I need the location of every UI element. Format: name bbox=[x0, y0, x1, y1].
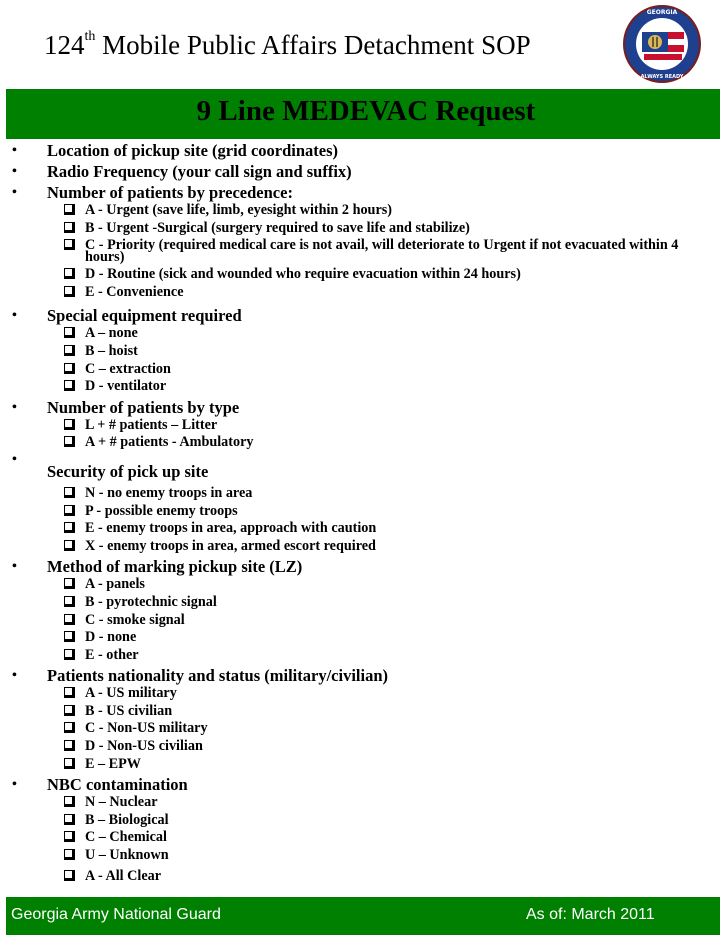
section-item bbox=[0, 558, 728, 576]
checkbox-bullet-icon bbox=[64, 614, 75, 625]
checkbox-bullet-icon bbox=[64, 286, 75, 297]
sub-item-label: B – hoist bbox=[85, 342, 138, 359]
sub-item bbox=[0, 237, 728, 266]
sub-item-label: C – extraction bbox=[85, 360, 171, 377]
sub-item bbox=[0, 756, 728, 774]
checkbox-bullet-icon bbox=[64, 578, 75, 589]
section-item bbox=[0, 163, 728, 181]
sub-item bbox=[0, 812, 728, 830]
sub-item-label: L + # patients – Litter bbox=[85, 416, 218, 433]
section-item bbox=[0, 142, 728, 160]
unit-number: 124 bbox=[44, 30, 85, 60]
sub-item bbox=[0, 647, 728, 665]
sub-item bbox=[0, 868, 728, 886]
sub-item bbox=[0, 202, 728, 220]
bullet-icon: • bbox=[12, 143, 17, 158]
sub-item bbox=[0, 576, 728, 594]
sub-item bbox=[0, 434, 728, 452]
sub-item-label: E – EPW bbox=[85, 755, 141, 772]
sub-item bbox=[0, 629, 728, 647]
sub-item-label: D - none bbox=[85, 629, 137, 646]
footer-date: As of: March 2011 bbox=[526, 906, 655, 923]
sub-item bbox=[0, 520, 728, 538]
section-item bbox=[0, 451, 728, 481]
checkbox-bullet-icon bbox=[64, 758, 75, 769]
section-label: Number of patients by type bbox=[47, 397, 240, 417]
sub-item bbox=[0, 829, 728, 847]
sub-item-label: A – none bbox=[85, 325, 138, 342]
checkbox-bullet-icon bbox=[64, 345, 75, 356]
sub-item bbox=[0, 720, 728, 738]
section-item bbox=[0, 776, 728, 794]
sub-item-label: A - panels bbox=[85, 576, 145, 593]
section-label: NBC contamination bbox=[47, 775, 188, 795]
sub-item bbox=[0, 703, 728, 721]
section-item bbox=[0, 307, 728, 325]
section-item bbox=[0, 667, 728, 685]
section-label: Number of patients by precedence: bbox=[47, 183, 293, 202]
checkbox-bullet-icon bbox=[64, 505, 75, 516]
footer-organization: Georgia Army National Guard bbox=[11, 906, 221, 923]
checkbox-bullet-icon bbox=[64, 796, 75, 807]
checkbox-bullet-icon bbox=[64, 268, 75, 279]
sub-item-label: U – Unknown bbox=[85, 847, 169, 864]
checkbox-bullet-icon bbox=[64, 849, 75, 860]
sub-item-label: D - Routine (sick and wounded who require evacuation within 24 hours) bbox=[85, 266, 521, 283]
unit-suffix: th bbox=[84, 29, 96, 44]
sub-item-label: C - Priority (required medical care is not avail, will deteriorate to Urgent if not evacuated within 4 hours) bbox=[85, 237, 679, 266]
sub-item-label: N – Nuclear bbox=[85, 794, 158, 811]
checkbox-bullet-icon bbox=[64, 222, 75, 233]
sub-item bbox=[0, 343, 728, 361]
sub-item bbox=[0, 361, 728, 379]
bullet-icon: • bbox=[12, 164, 17, 179]
svg-text:ALWAYS READY: ALWAYS READY bbox=[640, 74, 684, 80]
sub-item bbox=[0, 685, 728, 703]
sub-item-label: C - smoke signal bbox=[85, 611, 185, 628]
bullet-icon: • bbox=[12, 668, 17, 684]
checkbox-bullet-icon bbox=[64, 204, 75, 215]
sub-item-label: E - enemy troops in area, approach with caution bbox=[85, 520, 377, 537]
checkbox-bullet-icon bbox=[64, 705, 75, 716]
sub-item-label: A - All Clear bbox=[85, 867, 162, 884]
header-title-text: Mobile Public Affairs Detachment SOP bbox=[102, 30, 531, 60]
checkbox-bullet-icon bbox=[64, 363, 75, 374]
sub-item-label: A - US military bbox=[85, 685, 177, 702]
checkbox-bullet-icon bbox=[64, 419, 75, 430]
checkbox-bullet-icon bbox=[64, 831, 75, 842]
sub-item-label: A - Urgent (save life, limb, eyesight within 2 hours) bbox=[85, 202, 392, 218]
bullet-icon: • bbox=[12, 399, 17, 415]
bullet-icon: • bbox=[12, 185, 17, 200]
checkbox-bullet-icon bbox=[64, 380, 75, 391]
georgia-national-guard-seal-icon bbox=[622, 4, 702, 84]
checkbox-bullet-icon bbox=[64, 687, 75, 698]
sub-item-label: A + # patients - Ambulatory bbox=[85, 434, 254, 451]
section-label: Patients nationality and status (military/civilian) bbox=[47, 666, 389, 686]
sub-item bbox=[0, 794, 728, 812]
bullet-icon: • bbox=[12, 559, 17, 575]
sub-item-label: B - US civilian bbox=[85, 702, 173, 719]
page-header-title bbox=[44, 30, 531, 61]
sub-item-label: B – Biological bbox=[85, 811, 169, 828]
page-title: 9 Line MEDEVAC Request bbox=[196, 95, 536, 127]
checkbox-bullet-icon bbox=[64, 596, 75, 607]
section-label: Location of pickup site (grid coordinates) bbox=[47, 141, 339, 160]
bullet-icon: • bbox=[12, 451, 17, 467]
checkbox-bullet-icon bbox=[64, 870, 75, 881]
sub-item bbox=[0, 594, 728, 612]
sub-item bbox=[0, 284, 728, 302]
checkbox-bullet-icon bbox=[64, 649, 75, 660]
sub-item bbox=[0, 847, 728, 865]
sub-item-label: X - enemy troops in area, armed escort required bbox=[85, 537, 376, 554]
sub-item bbox=[0, 485, 728, 503]
sub-item bbox=[0, 503, 728, 521]
sub-item bbox=[0, 220, 728, 238]
sub-item-label: P - possible enemy troops bbox=[85, 502, 238, 519]
checkbox-bullet-icon bbox=[64, 540, 75, 551]
checkbox-bullet-icon bbox=[64, 814, 75, 825]
sub-item bbox=[0, 538, 728, 556]
sub-item bbox=[0, 325, 728, 343]
section-label: Radio Frequency (your call sign and suffix) bbox=[47, 162, 352, 181]
sub-item bbox=[0, 738, 728, 756]
bullet-icon: • bbox=[12, 777, 17, 793]
sub-item-label: B - pyrotechnic signal bbox=[85, 593, 217, 610]
section-label: Security of pick up site bbox=[47, 461, 209, 481]
checkbox-bullet-icon bbox=[64, 722, 75, 733]
footer-bar bbox=[6, 897, 720, 935]
checkbox-bullet-icon bbox=[64, 487, 75, 498]
medevac-line-list bbox=[0, 142, 728, 885]
sub-item-label: C – Chemical bbox=[85, 829, 167, 846]
sub-item-label: C - Non-US military bbox=[85, 720, 208, 737]
sub-item-label: N - no enemy troops in area bbox=[85, 484, 253, 501]
svg-text:GEORGIA: GEORGIA bbox=[646, 9, 678, 16]
sub-item-label: D - ventilator bbox=[85, 378, 167, 395]
sub-item bbox=[0, 266, 728, 284]
bullet-icon: • bbox=[12, 308, 17, 324]
checkbox-bullet-icon bbox=[64, 740, 75, 751]
section-item bbox=[0, 184, 728, 202]
sub-item-label: E - other bbox=[85, 646, 139, 663]
sub-item bbox=[0, 417, 728, 435]
checkbox-bullet-icon bbox=[64, 522, 75, 533]
checkbox-bullet-icon bbox=[64, 239, 75, 250]
sub-item-label: D - Non-US civilian bbox=[85, 738, 203, 755]
checkbox-bullet-icon bbox=[64, 327, 75, 338]
sub-item bbox=[0, 378, 728, 396]
section-item bbox=[0, 399, 728, 417]
sub-item-label: E - Convenience bbox=[85, 283, 184, 300]
checkbox-bullet-icon bbox=[64, 436, 75, 447]
sub-item-label: B - Urgent -Surgical (surgery required to save life and stabilize) bbox=[85, 219, 470, 236]
section-label: Special equipment required bbox=[47, 306, 242, 326]
checkbox-bullet-icon bbox=[64, 631, 75, 642]
section-label: Method of marking pickup site (LZ) bbox=[47, 557, 303, 577]
sub-item bbox=[0, 612, 728, 630]
